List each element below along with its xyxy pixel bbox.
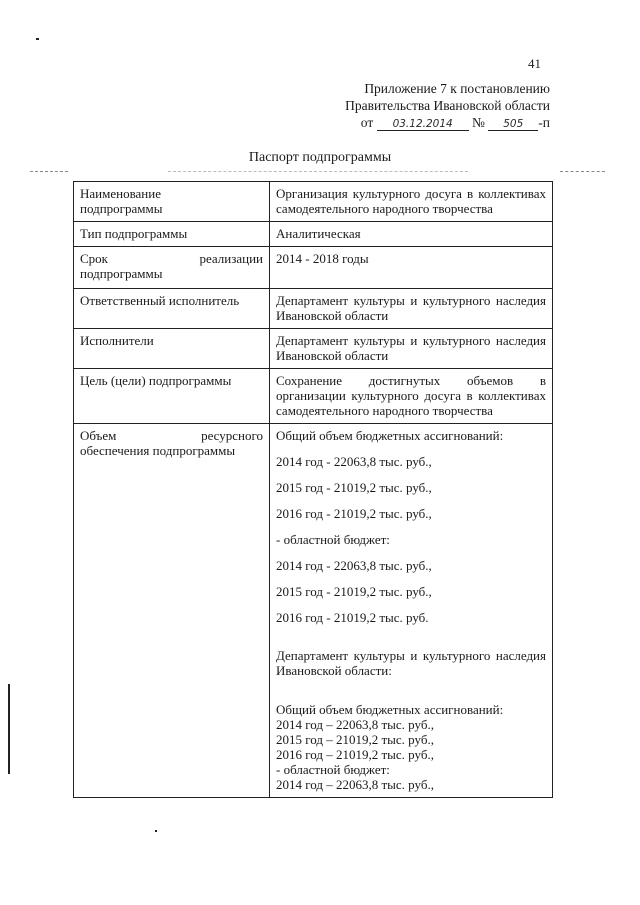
passport-table	[73, 181, 553, 798]
label-executors: Исполнители	[74, 329, 270, 369]
value-type: Аналитическая	[270, 222, 553, 247]
resources-line: 2014 год - 22063,8 тыс. руб.,	[276, 558, 432, 573]
label-goal: Цель (цели) подпрограммы	[74, 369, 270, 424]
annex-reference	[333, 114, 550, 132]
annex-line-1: Приложение 7 к постановлению	[364, 81, 550, 96]
scan-artifact-line-right	[560, 171, 605, 172]
label-type: Тип подпрограммы	[74, 222, 270, 247]
scan-artifact-line-left	[30, 171, 68, 172]
table-row-resources	[74, 424, 553, 798]
annex-number-suffix: -п	[538, 115, 550, 130]
annex-date-field	[377, 117, 469, 131]
resources-line: 2016 год - 21019,2 тыс. руб.	[276, 610, 429, 625]
value-goal: Сохранение достигнутых объемов в организации культурного досуга в коллективах самодеятельного народного творчества	[270, 369, 553, 424]
resources-line: Общий объем бюджетных ассигнований:	[276, 428, 504, 443]
label-resources-line-1: Объем ресурсного	[80, 428, 263, 443]
label-name	[74, 182, 270, 222]
resources-compact-line: 2016 год – 21019,2 тыс. руб.,	[276, 747, 434, 762]
table-row-term	[74, 247, 553, 289]
document-title: Паспорт подпрограммы	[248, 150, 392, 165]
table-row-type	[74, 222, 553, 247]
label-term	[74, 247, 270, 289]
table-row-name	[74, 182, 553, 222]
resources-compact-line: Общий объем бюджетных ассигнований:	[276, 702, 504, 717]
table-row-executors	[74, 329, 553, 369]
resources-line: 2014 год - 22063,8 тыс. руб.,	[276, 454, 432, 469]
scan-edge-mark	[8, 684, 10, 774]
resources-line: 2015 год - 21019,2 тыс. руб.,	[276, 584, 432, 599]
scan-speck	[36, 38, 39, 40]
value-name: Организация культурного досуга в коллективах самодеятельного народного творчества	[270, 182, 553, 222]
annex-number-field	[488, 117, 538, 131]
value-resources	[270, 424, 553, 798]
label-name-line-1: Наименование	[80, 186, 161, 201]
annex-from-label: от	[360, 115, 374, 130]
resources-compact-line: - областной бюджет:	[276, 762, 390, 777]
label-name-line-2: подпрограммы	[80, 201, 163, 216]
resources-compact-line: 2015 год – 21019,2 тыс. руб.,	[276, 732, 434, 747]
table-row-goal	[74, 369, 553, 424]
resources-line: 2015 год - 21019,2 тыс. руб.,	[276, 480, 432, 495]
resources-line: 2016 год - 21019,2 тыс. руб.,	[276, 506, 432, 521]
resources-line: - областной бюджет:	[276, 532, 390, 547]
label-term-line-1: Срок реализации	[80, 251, 263, 266]
annex-line-2: Правительства Ивановской области	[345, 98, 550, 113]
label-resources	[74, 424, 270, 798]
scan-speck	[155, 830, 157, 832]
scan-artifact-line-center	[168, 171, 468, 172]
label-resources-line-2: обеспечения подпрограммы	[80, 443, 236, 458]
label-term-line-2: подпрограммы	[80, 266, 163, 281]
value-executors: Департамент культуры и культурного наследия Ивановской области	[270, 329, 553, 369]
page-number: 41	[528, 56, 541, 71]
annex-number-label: №	[472, 115, 485, 130]
label-responsible: Ответственный исполнитель	[74, 289, 270, 329]
annex-number: 505	[503, 118, 524, 130]
annex-date: 03.12.2014	[392, 118, 453, 130]
resources-compact-line: 2014 год – 22063,8 тыс. руб.,	[276, 777, 434, 792]
table-row-responsible	[74, 289, 553, 329]
resources-department: Департамент культуры и культурного наследия Ивановской области:	[276, 648, 546, 678]
value-term: 2014 - 2018 годы	[270, 247, 553, 289]
value-responsible: Департамент культуры и культурного наследия Ивановской области	[270, 289, 553, 329]
resources-compact-line: 2014 год – 22063,8 тыс. руб.,	[276, 717, 434, 732]
